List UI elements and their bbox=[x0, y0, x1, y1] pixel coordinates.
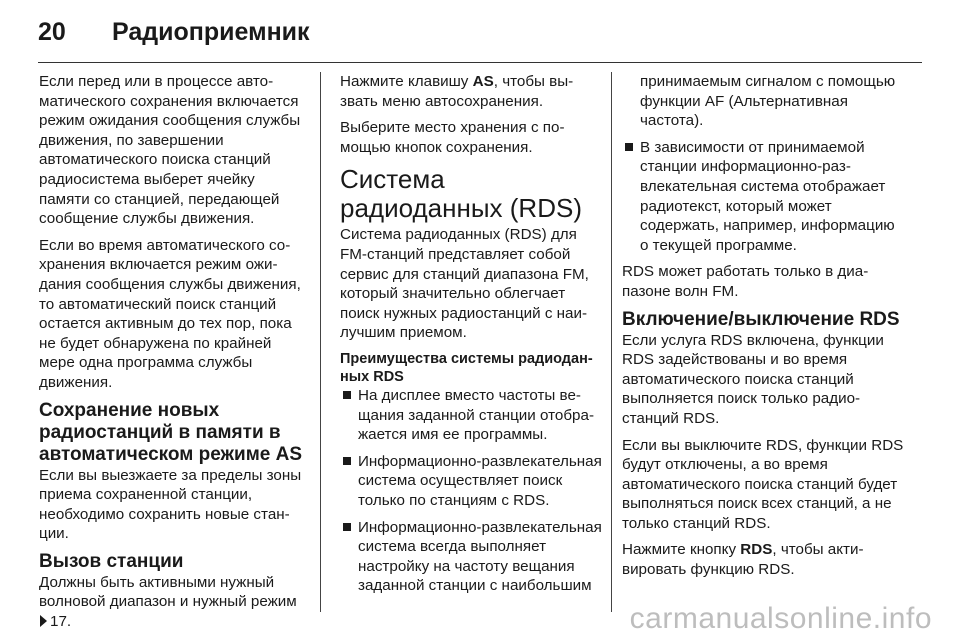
list-item: На дисплее вместо частоты вещания заданной станции отображается имя ее программы. bbox=[340, 386, 605, 445]
paragraph: Выберите место хранения с помощью кнопок сохранения. bbox=[340, 119, 565, 156]
column-3 bbox=[622, 72, 904, 587]
key-label-as: AS bbox=[472, 73, 494, 90]
advantages-list bbox=[340, 386, 605, 596]
section-heading-onoff: Включение/выключение RDS bbox=[622, 308, 900, 330]
page-header bbox=[38, 14, 310, 50]
rds-list bbox=[622, 138, 904, 256]
page-title: Радиоприемник bbox=[112, 17, 310, 46]
header-divider bbox=[38, 62, 922, 63]
page-reference-link[interactable]: 17. bbox=[50, 613, 72, 631]
section-heading-save: Сохранение новых радиостанций в памяти в автоматическом режиме AS bbox=[39, 399, 302, 465]
column-2 bbox=[340, 72, 605, 603]
section-heading-rds: Система радиоданных (RDS) bbox=[340, 164, 582, 224]
page-reference-icon bbox=[40, 615, 47, 627]
paragraph: Если во время автоматического сохранения включается режим ожидания сообщения службы движения, то автоматический поиск станций остается активным до тех пор, пока не будет обнаружена по крайней мере одна программа службы движения. bbox=[39, 236, 301, 391]
page-number: 20 bbox=[38, 17, 66, 46]
paragraph: Система радиоданных (RDS) для FM-станций представляет собой сервис для станций диапазона FM, который значительно облегчает поиск нужных радиостанций с наилучшим приемом. bbox=[340, 226, 589, 342]
paragraph: Если услуга RDS включена, функции RDS задействованы и во время автоматического поиска станций выполняется поиск только радиостанций RDS. bbox=[622, 331, 884, 427]
section-heading-call: Вызов станции bbox=[39, 550, 184, 572]
paragraph: Должны быть активными нужный волновой диапазон и нужный режим 17. bbox=[39, 573, 297, 631]
watermark: carmanualsonline.info bbox=[629, 602, 932, 635]
column-1 bbox=[39, 72, 302, 639]
list-item: Информационно-развлекательная система всегда выполняет настройку на частоту вещания заданной станции с наибольшим bbox=[340, 518, 605, 596]
paragraph: Если вы выезжаете за пределы зоны приема сохраненной станции, необходимо сохранить новые станции. bbox=[39, 466, 302, 543]
bullet-icon bbox=[343, 523, 351, 531]
paragraph: Если вы выключите RDS, функции RDS будут отключены, а во время автоматического поиска станций будет выполняться поиск всех станций, а не только станций RDS. bbox=[622, 436, 904, 532]
paragraph: Нажмите клавишу AS, чтобы вызвать меню автосохранения. bbox=[340, 73, 574, 110]
list-item: Информационно-развлекательная система осуществляет поиск только по станциям с RDS. bbox=[340, 452, 605, 511]
bullet-icon bbox=[625, 143, 633, 151]
subheading-advantages: Преимущества системы радиоданных RDS bbox=[340, 350, 593, 385]
paragraph: Нажмите кнопку RDS, чтобы активировать функцию RDS. bbox=[622, 541, 864, 579]
bullet-icon bbox=[343, 391, 351, 399]
column-divider bbox=[611, 72, 612, 612]
column-divider bbox=[320, 72, 321, 612]
paragraph: принимаемым сигналом с помощью функции AF (Альтернативная частота). bbox=[640, 73, 896, 130]
paragraph: Если перед или в процессе автоматического сохранения включается режим ожидания сообщения службы движения, по завершении автоматического поиска станций радиосистема выберет ячейку памяти со станцией, передающей сообщение службы движения. bbox=[39, 73, 301, 228]
key-label-rds: RDS bbox=[740, 541, 773, 559]
paragraph: RDS может работать только в диапазоне волн FM. bbox=[622, 263, 869, 300]
list-item: В зависимости от принимаемой станции информационно-развлекательная система отображает радиотекст, который может содержать, например, информацию о текущей программе. bbox=[622, 138, 904, 256]
bullet-icon bbox=[343, 457, 351, 465]
